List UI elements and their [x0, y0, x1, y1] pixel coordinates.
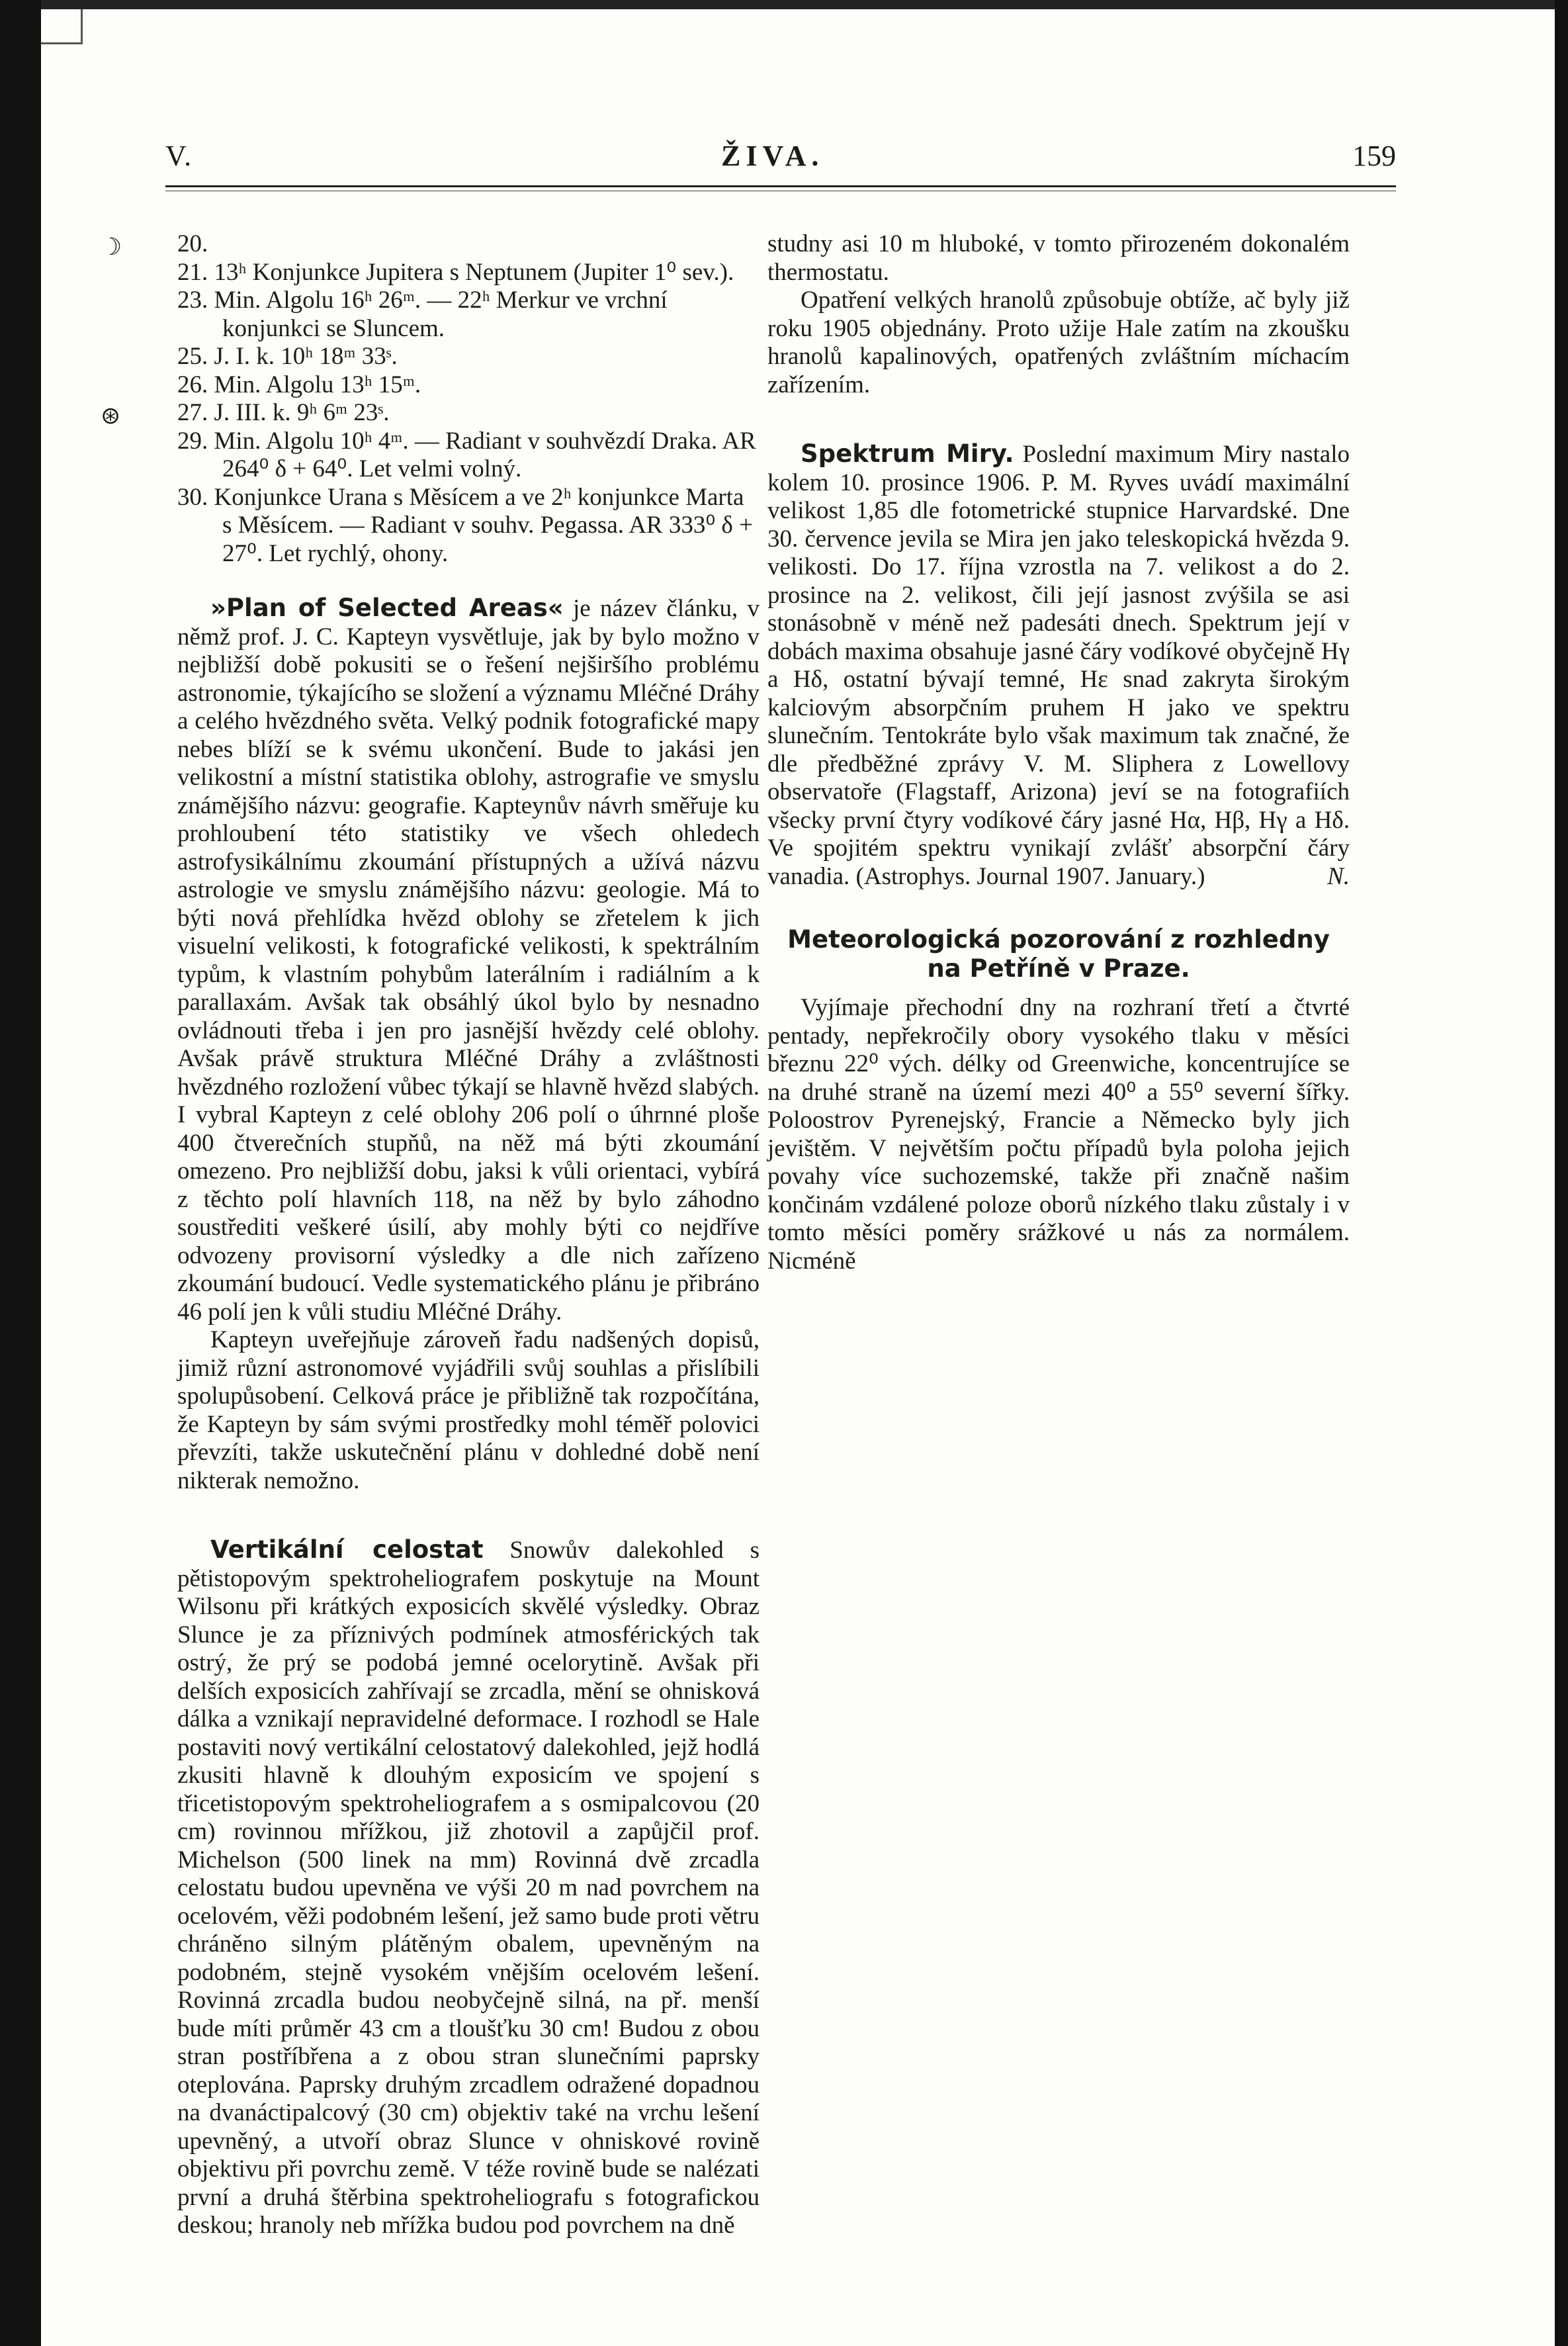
article-plan-text: je název článku, v němž prof. J. C. Kapteyn vysvětluje, jak by bylo možno v nejbližší době pokusiti se o řešení nejširšího problému astronomie, týkajícího se složení a významu Mléčné Dráhy a celého hvězdného světa. Velký podnik fotografické mapy nebes blíží se k svému ukončení. Bude to jakási jen velikostní a místní statistika oblohy, astrografie ve smyslu známějšího názvu: geografie. Kapteynův návrh směřuje ku prohloubení této statistiky ve všech ohledech astrofysikálnímu zkoumání přístupných a užívá názvu astrologie ve smyslu známějšího názvu: geologie. Má to býti nová přehlídka hvězd oblohy se zřetelem k jich visuelní velikosti, k fotografické velikosti, k spektrálním typům, k vlastním pohybům laterálním i radiálním a k parallaxám. Avšak tak obsáhlý úkol bylo by nesnadno ovládnouti třeba i jen pro jasnější hvězdy celé oblohy. Avšak právě struktura Mléčné Dráhy a zvláštnosti hvězdného rozložení vůbec týkají se hlavně hvězd slabých. I vybral Kapteyn z celé oblohy 206 polí o úhrnné ploše 400 čtverečních stupňů, na něž má býti zkoumání omezeno. Pro nejbližší dobu, jaksi k vůli orientaci, vybírá z těchto polí hlavních 118, na něž by bylo záhodno soustřediti veškeré úsilí, aby mohly býti co nejdříve odvozeny provisorní výsledky a dle nich zařízeno zkoumání budoucí. Vedle systematického plánu je přibráno 46 polí jen k vůli studiu Mléčné Dráhy.	[177, 595, 760, 1326]
calendar-day: 20.	[177, 230, 208, 257]
article-miry-text: Poslední maximum Miry nastalo kolem 10. prosince 1906. P. M. Ryves uvádí maximální velikost 1,85 dle fotometrické stupnice Harvardské. Dne 30. července jevila se Mira jen jako teleskopická hvězda 9. velikosti. Do 17. října vzrostla na 7. velikost a do 2. prosince na 2. velikost, čili její jasnost zvýšila se asi stonásobně v méně než padesáti dnech. Spektrum její v dobách maxima obsahuje jasné čáry vodíkové obyčejně Hγ a Hδ, ostatní bývají temné, Hε snad zakryta širokým kalciovým absorpčním pruhem H jako ve spektru slunečním. Tentokráte bylo však maximum tak značné, že dle předběžné zprávy V. M. Sliphera z Lowellovy observatoře (Flagstaff, Arizona) jeví se na fotografiích všecky první čtyry vodíkové čáry jasné Hα, Hβ, Hγ a Hδ. Ve spojitém spektru vynikají zvlášť absorpční čáry vanadia. (Astrophys. Journal 1907. January.)	[767, 441, 1350, 890]
calendar-text: J. III. k. 9ʰ 6ᵐ 23ˢ.	[214, 399, 390, 426]
article-meteo-heading-line1: Meteorologická pozorování z rozhledny	[787, 925, 1330, 954]
calendar-entry: ⊛ 27. J. III. k. 9ʰ 6ᵐ 23ˢ.	[101, 399, 390, 429]
article-celostat-paragraph-2: Opatření velkých hranolů způsobuje obtíže, ač byly již roku 1905 objednány. Proto užije Hale zatím na zkoušku hranolů kapalinových, opatřených zvláštním míchacím zařízením.	[767, 287, 1350, 398]
calendar-entry	[177, 371, 760, 400]
running-header	[165, 139, 1396, 179]
scan-border-right	[1555, 0, 1568, 2346]
calendar-text: 13ʰ Konjunkce Jupitera s Neptunem (Jupiter 1⁰ sev.).	[214, 258, 734, 286]
calendar-day: 23.	[177, 287, 208, 314]
calendar-entry	[177, 428, 760, 484]
journal-title: ŽIVA.	[721, 140, 824, 172]
article-celostat-continuation: studny asi 10 m hluboké, v tomto přirozeném dokonalém thermostatu.	[767, 230, 1350, 286]
calendar-day: 26.	[177, 371, 208, 398]
calendar-text: Min. Algolu 10ʰ 4ᵐ. — Radiant v souhvězdí Draka. AR 264⁰ δ + 64⁰. Let velmi volný.	[214, 427, 756, 482]
article-meteo-heading	[767, 925, 1350, 983]
volume-number: V.	[165, 140, 193, 172]
article-meteo-paragraph: Vyjímaje přechodní dny na rozhraní třetí a čtvrté pentady, nepřekročily obory vysokého tlaku v měsíci březnu 22⁰ vých. délky od Greenwiche, koncentrujíce se na druhé straně na území mezi 40⁰ a 55⁰ severní šířky. Poloostrov Pyrenejský, Francie a Německo byly jich jevištěm. V největším počtu případů byla poloha jejich povahy více suchozemské, takže při značně našim končinám vzdálené poloze oborů nízkého tlaku zůstaly i v tomto měsíci poměry srážkové u nás za normálem. Nicméně	[767, 994, 1350, 1275]
article-miry-heading: Spektrum Miry.	[801, 439, 1014, 468]
page-number: 159	[1352, 140, 1396, 172]
header-rule	[165, 185, 1396, 187]
calendar-entry	[177, 259, 760, 287]
calendar-day: 29.	[177, 427, 208, 455]
article-meteo-heading-line2: na Petříně v Praze.	[927, 954, 1190, 983]
right-column	[767, 230, 1350, 1275]
calendar-text: Min. Algolu 13ʰ 15ᵐ.	[214, 371, 421, 398]
scan-border-top	[41, 0, 1555, 9]
article-plan-paragraph-2: Kapteyn uveřejňuje zároveň řadu nadšených dopisů, jimiž různí astronomové vyjádřili svůj souhlas a přislíbili spolupůsobení. Celková práce je přibližně tak rozpočítána, že Kapteyn by sám svými prostředky mohl téměř polovici převzíti, takže uskutečnění plánu v dohledné době není nikterak nemožno.	[177, 1326, 760, 1494]
left-column	[101, 230, 760, 2240]
calendar-text: Konjunkce Urana s Měsícem a ve 2ʰ konjunkce Marta s Měsícem. — Radiant v souhv. Pegassa. AR 333⁰ δ + 27⁰. Let rychlý, ohony.	[214, 483, 753, 567]
calendar-entry: ☽ 20.	[101, 230, 208, 260]
calendar-day: 30.	[177, 483, 208, 511]
calendar-entry	[177, 484, 760, 568]
scan-border-left	[0, 0, 41, 2346]
calendar-day: 21.	[177, 258, 208, 286]
article-celostat-paragraph	[177, 1536, 760, 2240]
article-signature: N.	[1327, 862, 1350, 890]
calendar-day: 27.	[177, 399, 208, 426]
scan-corner-mark	[41, 9, 83, 44]
article-celostat-heading: Vertikální celostat	[210, 1535, 484, 1564]
calendar-entry	[177, 343, 760, 371]
article-celostat-text: Snowův dalekohled s pětistopovým spektroheliografem poskytuje na Mount Wilsonu při krátkých exposicích skvělé výsledky. Obraz Slunce je za příznivých podmínek atmosférických tak ostrý, že prý se podobá jemné ocelorytině. Avšak při delších exposicích zahřívají se zrcadla, mění se ohnisková dálka a vznikají nepravidelné deformace. I rozhodl se Hale postaviti nový vertikální celostatový dalekohled, jejž hodlá zkusiti hlavně k dlouhým exposicím ve spojení s třicetistopovým spektroheliografem a s osmipalcovou (20 cm) rovinnou mřížkou, již zhotovil a zapůjčil prof. Michelson (500 linek na mm) Rovinná dvě zrcadla celostatu budou upevněna ve výši 20 m nad povrchem na ocelovém, věži podobném lešení, jež samo bude proti větru chráněno silným plátěným obalem, upevněným na podobném, stejně vysokém vnějším ocelovém lešení. Rovinná zrcadla budou neobyčejně silná, na př. menší bude míti průměr 43 cm a tloušťku 30 cm! Budou z obou stran postříbřena a z obou stran slunečními paprsky oteplována. Paprsky druhým zrcadlem odražené dopadnou na dvanáctipalcový (30 cm) objektiv také na vrchu lešení upevněný, a utvoří obraz Slunce v ohniskové rovině objektivu při povrchu země. V téže rovině bude se nalézati první a druhá štěrbina spektroheliografu s fotografickou deskou; hranoly neb mřížka budou pod povrchem na dně	[177, 1537, 760, 2239]
calendar-text: J. I. k. 10ʰ 18ᵐ 33ˢ.	[214, 343, 398, 370]
article-miry-paragraph	[767, 440, 1350, 891]
article-plan-heading: »Plan of Selected Areas«	[210, 594, 564, 622]
calendar-entry	[177, 287, 760, 343]
article-plan-paragraph	[177, 594, 760, 1326]
calendar-day: 25.	[177, 343, 208, 370]
calendar-text: Min. Algolu 16ʰ 26ᵐ. — 22ʰ Merkur ve vrchní konjunkci se Sluncem.	[214, 287, 668, 342]
astronomical-calendar	[101, 230, 760, 568]
